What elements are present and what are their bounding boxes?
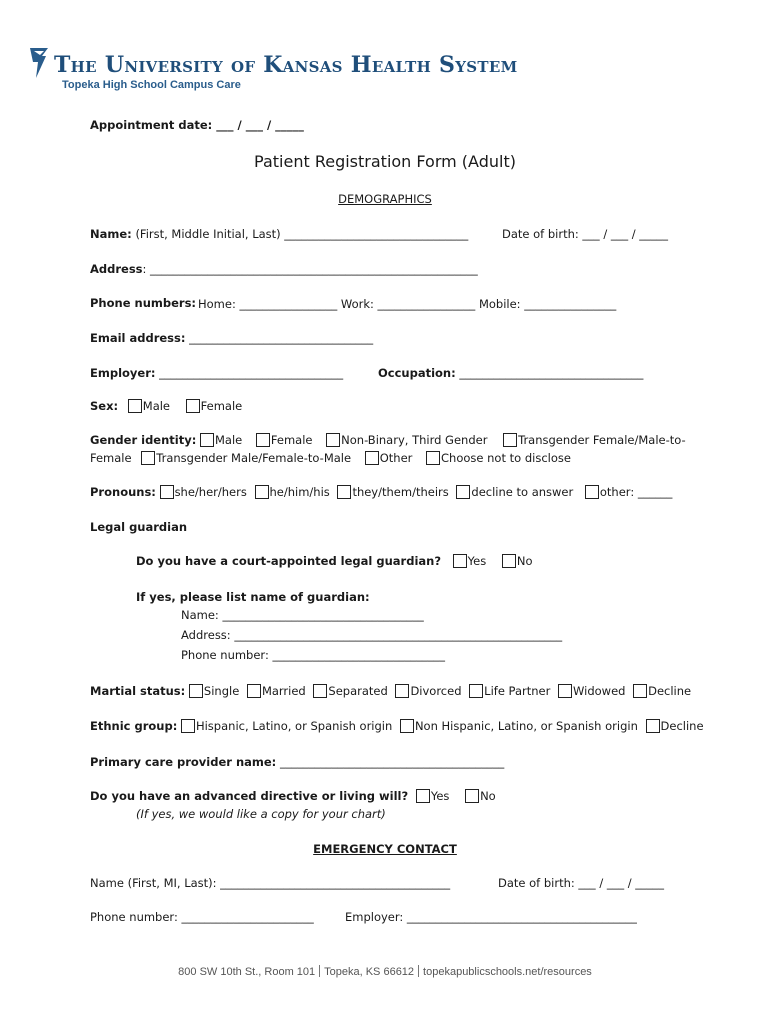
checkbox[interactable] [646, 719, 660, 733]
marital-option-life-partner[interactable]: Life Partner [469, 684, 550, 698]
pronoun-option-she[interactable]: she/her/hers [160, 485, 247, 499]
marital-option-widowed[interactable]: Widowed [558, 684, 625, 698]
page-title: Patient Registration Form (Adult) [254, 152, 516, 171]
pronouns-label: Pronouns: [90, 485, 156, 499]
gender-option-nonbinary[interactable]: Non-Binary, Third Gender [326, 433, 487, 447]
pcp-row [90, 755, 504, 769]
guardian-no-option[interactable]: No [502, 554, 533, 568]
directive-row [90, 789, 500, 803]
employer-row [90, 366, 343, 380]
checkbox[interactable] [465, 789, 479, 803]
guardian-list-label: If yes, please list name of guardian: [136, 590, 370, 604]
marital-row [90, 684, 695, 698]
name-field[interactable]: (First, Middle Initial, Last) ________________________________ [135, 227, 469, 241]
checkbox[interactable] [365, 451, 379, 465]
guardian-address-field[interactable]: Address: _________________________________________________________ [181, 628, 563, 642]
address-field[interactable]: : _________________________________________________________ [142, 262, 478, 276]
pronoun-option-decline[interactable]: decline to answer [456, 485, 573, 499]
occupation-row [378, 366, 643, 380]
checkbox[interactable] [416, 789, 430, 803]
email-label: Email address: [90, 331, 186, 345]
footer-web-link[interactable]: topekapublicschools.net/resources [423, 966, 592, 978]
checkbox[interactable] [400, 719, 414, 733]
checkbox[interactable] [502, 554, 516, 568]
checkbox[interactable] [186, 399, 200, 413]
checkbox[interactable] [189, 684, 203, 698]
marital-option-decline[interactable]: Decline [633, 684, 691, 698]
pronoun-option-other[interactable]: other: ______ [585, 485, 672, 499]
ethnic-option-decline[interactable]: Decline [646, 719, 704, 733]
checkbox[interactable] [453, 554, 467, 568]
legal-guardian-heading: Legal guardian [90, 520, 188, 534]
phone-label: Phone numbers: [90, 296, 197, 310]
ethnic-label: Ethnic group: [90, 719, 178, 733]
marital-label: Martial status: [90, 684, 186, 698]
emergency-contact-heading: EMERGENCY CONTACT [313, 842, 457, 856]
employer-label: Employer: [90, 366, 156, 380]
gender-row-1 [90, 433, 690, 447]
occupation-field[interactable]: ________________________________ [455, 366, 644, 380]
sex-row [90, 399, 246, 413]
guardian-question: Do you have a court-appointed legal guardian? [136, 554, 442, 568]
logo [28, 46, 50, 80]
guardian-phone-field[interactable]: Phone number: ______________________________ [181, 648, 445, 662]
appointment-date[interactable]: Appointment date: ___ / ___ / _____ [90, 118, 304, 132]
sex-option-female[interactable]: Female [186, 399, 243, 413]
gender-option-not-disclose[interactable]: Choose not to disclose [426, 451, 571, 465]
checkbox[interactable] [128, 399, 142, 413]
checkbox[interactable] [469, 684, 483, 698]
gender-row-2 [90, 451, 575, 465]
footer-city: Topeka, KS 66612 [324, 966, 415, 978]
checkbox[interactable] [313, 684, 327, 698]
directive-yes-option[interactable]: Yes [416, 789, 450, 803]
marital-option-divorced[interactable]: Divorced [395, 684, 461, 698]
checkbox[interactable] [633, 684, 647, 698]
occupation-label: Occupation: [378, 366, 456, 380]
sex-option-male[interactable]: Male [128, 399, 170, 413]
checkbox[interactable] [558, 684, 572, 698]
checkbox[interactable] [256, 433, 270, 447]
jayhawk-logo-icon [28, 46, 50, 80]
ethnic-option-hispanic[interactable]: Hispanic, Latino, or Spanish origin [181, 719, 392, 733]
ec-employer-field[interactable]: Employer: ________________________________________ [345, 910, 637, 924]
logo-text: The University of Kansas Health System [54, 52, 518, 78]
name-label: Name: [90, 227, 132, 241]
gender-option-male[interactable]: Male [200, 433, 242, 447]
directive-question: Do you have an advanced directive or living will? [90, 789, 409, 803]
footer-address: 800 SW 10th St., Room 101 [178, 966, 316, 978]
guardian-question-row [136, 554, 537, 568]
checkbox[interactable] [585, 485, 599, 499]
checkbox[interactable] [456, 485, 470, 499]
marital-option-married[interactable]: Married [247, 684, 306, 698]
sex-label: Sex: [90, 399, 119, 413]
checkbox[interactable] [160, 485, 174, 499]
address-label: Address [90, 262, 143, 276]
checkbox[interactable] [141, 451, 155, 465]
dob-field[interactable]: Date of birth: ___ / ___ / _____ [502, 227, 669, 241]
pronoun-option-they[interactable]: they/them/theirs [337, 485, 448, 499]
pcp-field[interactable]: _______________________________________ [276, 755, 505, 769]
directive-no-option[interactable]: No [465, 789, 496, 803]
employer-field[interactable]: ________________________________ [155, 366, 344, 380]
checkbox[interactable] [247, 684, 261, 698]
gender-label: Gender identity: [90, 433, 197, 447]
ethnic-option-non-hispanic[interactable]: Non Hispanic, Latino, or Spanish origin [400, 719, 638, 733]
checkbox[interactable] [255, 485, 269, 499]
checkbox[interactable] [395, 684, 409, 698]
email-field[interactable]: ________________________________ [185, 331, 374, 345]
ec-name-field[interactable]: Name (First, MI, Last): ________________________________________ [90, 876, 451, 890]
footer-divider [319, 965, 320, 977]
checkbox[interactable] [326, 433, 340, 447]
ec-phone-field[interactable]: Phone number: _______________________ [90, 910, 314, 924]
address-row [90, 262, 478, 276]
gender-option-other[interactable]: Other [365, 451, 413, 465]
demographics-heading: DEMOGRAPHICS [338, 192, 432, 206]
marital-option-single[interactable]: Single [189, 684, 239, 698]
pronouns-row [90, 485, 676, 499]
footer [0, 965, 770, 978]
guardian-yes-option[interactable]: Yes [453, 554, 487, 568]
directive-note: (If yes, we would like a copy for your chart) [136, 807, 386, 821]
pcp-label: Primary care provider name: [90, 755, 277, 769]
checkbox[interactable] [200, 433, 214, 447]
gender-option-female[interactable]: Female [256, 433, 313, 447]
checkbox[interactable] [503, 433, 517, 447]
ethnic-row [90, 719, 708, 733]
checkbox[interactable] [181, 719, 195, 733]
gender-option-transgender-female[interactable]: Transgender Female/Male-to- [503, 433, 686, 447]
checkbox[interactable] [337, 485, 351, 499]
gender-option-transgender-male[interactable]: Transgender Male/Female-to-Male [141, 451, 351, 465]
email-row [90, 331, 373, 345]
checkbox[interactable] [426, 451, 440, 465]
marital-option-separated[interactable]: Separated [313, 684, 387, 698]
phone-fields[interactable]: Home: _________________ Work: _________________ Mobile: ________________ [198, 297, 617, 311]
ec-dob-field[interactable]: Date of birth: ___ / ___ / _____ [498, 876, 665, 890]
footer-divider [418, 965, 419, 977]
pronoun-option-he[interactable]: he/him/his [255, 485, 330, 499]
campus-subheading: Topeka High School Campus Care [62, 79, 241, 91]
name-row [90, 227, 468, 241]
guardian-name-field[interactable]: Name: ___________________________________ [181, 608, 424, 622]
gender-line2-start: Female [90, 451, 132, 465]
